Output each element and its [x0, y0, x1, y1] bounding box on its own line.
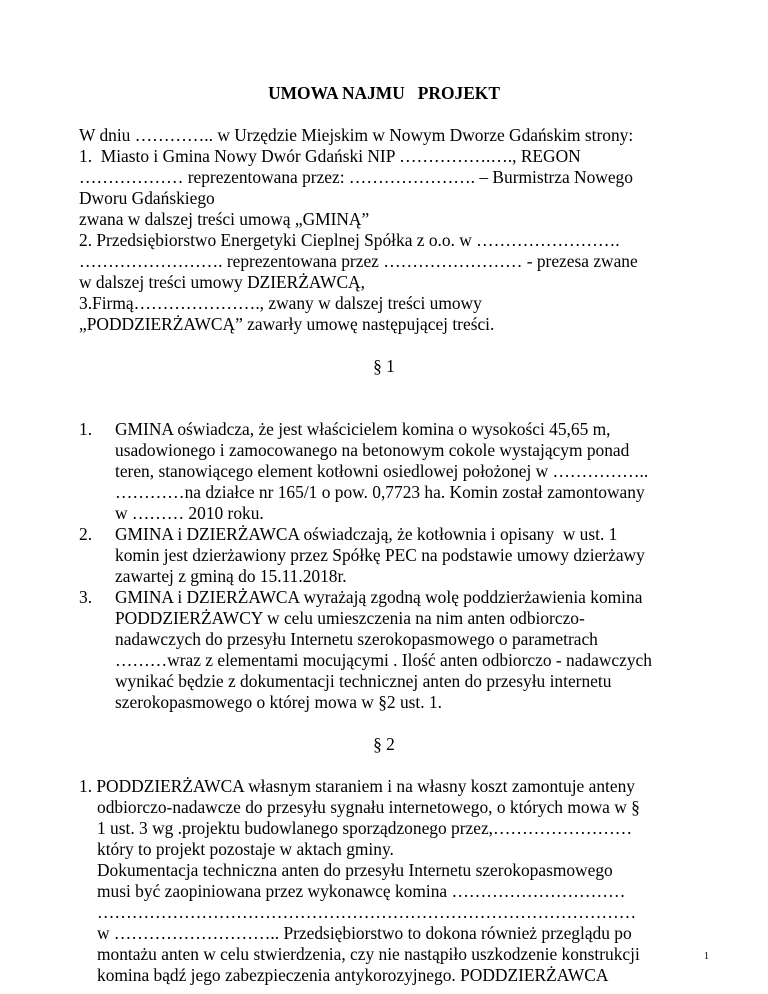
page-number: 1	[704, 951, 709, 962]
paragraph-line: …………………………………………………………………………………	[97, 902, 637, 922]
document-title: UMOWA NAJMU PROJEKT	[268, 83, 500, 103]
intro-line: 3.Firmą…………………., zwany w dalszej treści umowy	[79, 293, 482, 313]
paragraph-line: 1. PODDZIERŻAWCA własnym staraniem i na własny koszt zamontuje anteny	[79, 776, 635, 796]
list-item-line: GMINA i DZIERŻAWCA wyrażają zgodną wolę poddzierżawienia komina	[115, 587, 643, 607]
intro-line: zwana w dalszej treści umową „GMINĄ”	[79, 209, 370, 229]
list-item-line: GMINA oświadcza, że jest właścicielem komina o wysokości 45,65 m,	[115, 419, 611, 439]
intro-line: 1. Miasto i Gmina Nowy Dwór Gdański NIP …………….…., REGON	[79, 146, 581, 166]
paragraph-line: odbiorczo-nadawcze do przesyłu sygnału internetowego, o których mowa w §	[97, 797, 640, 817]
list-item-line: komin jest dzierżawiony przez Spółkę PEC na podstawie umowy dzierżawy	[115, 545, 645, 565]
paragraph-line: który to projekt pozostaje w aktach gminy.	[97, 839, 394, 859]
list-item-line: nadawczych do przesyłu Internetu szerokopasmowego o parametrach	[115, 629, 598, 649]
paragraph-line: musi być zaopiniowana przez wykonawcę komina …………………………	[97, 881, 626, 901]
list-item-line: GMINA i DZIERŻAWCA oświadczają, że kotłownia i opisany w ust. 1	[115, 524, 618, 544]
intro-line: „PODDZIERŻAWCĄ” zawarły umowę następującej treści.	[79, 314, 495, 334]
intro-line: W dniu ………….. w Urzędzie Miejskim w Nowym Dworze Gdańskim strony:	[79, 125, 634, 145]
list-item-line: zawartej z gminą do 15.11.2018r.	[115, 566, 347, 586]
list-item-line: wynikać będzie z dokumentacji technicznej anten do przesyłu internetu	[115, 671, 612, 691]
list-item-number: 3.	[79, 587, 93, 607]
intro-line: ……………… reprezentowana przez: …………………. – Burmistrza Nowego	[79, 167, 633, 187]
paragraph-line: w ……………………….. Przedsiębiorstwo to dokona również przeglądu po	[97, 923, 632, 943]
intro-line: 2. Przedsiębiorstwo Energetyki Cieplnej Spółka z o.o. w …………………….	[79, 230, 620, 250]
list-item-line: PODDZIERŻAWCY w celu umieszczenia na nim anten odbiorczo-	[115, 608, 585, 628]
intro-line: ……………………. reprezentowana przez …………………… - prezesa zwane	[79, 251, 638, 271]
section-heading: § 2	[373, 734, 395, 754]
section-heading: § 1	[373, 356, 395, 376]
list-item-number: 2.	[79, 524, 93, 544]
paragraph-line: 1 ust. 3 wg .projektu budowlanego sporządzonego przez,……………………	[97, 818, 633, 838]
paragraph-line: komina bądź jego zabezpieczenia antykorozyjnego. PODDZIERŻAWCA	[97, 965, 609, 985]
list-item-line: …………na działce nr 165/1 o pow. 0,7723 ha. Komin został zamontowany	[115, 482, 645, 502]
list-item-number: 1.	[79, 419, 93, 439]
paragraph-line: montażu anten w celu stwierdzenia, czy nie nastąpiło uszkodzenie konstrukcji	[97, 944, 640, 964]
list-item-line: szerokopasmowego o której mowa w §2 ust. 1.	[115, 692, 442, 712]
list-item-line: ………wraz z elementami mocującymi . Ilość anten odbiorczo - nadawczych	[115, 650, 652, 670]
paragraph-line: Dokumentacja techniczna anten do przesyłu Internetu szerokopasmowego	[97, 860, 613, 880]
list-item-line: teren, stanowiącego element kotłowni osiedlowej położonej w ……………..	[115, 461, 649, 481]
intro-line: Dworu Gdańskiego	[79, 188, 215, 208]
intro-line: w dalszej treści umowy DZIERŻAWCĄ,	[79, 272, 365, 292]
list-item-line: w ……… 2010 roku.	[115, 503, 264, 523]
list-item-line: usadowionego i zamocowanego na betonowym cokole wystającym ponad	[115, 440, 630, 460]
